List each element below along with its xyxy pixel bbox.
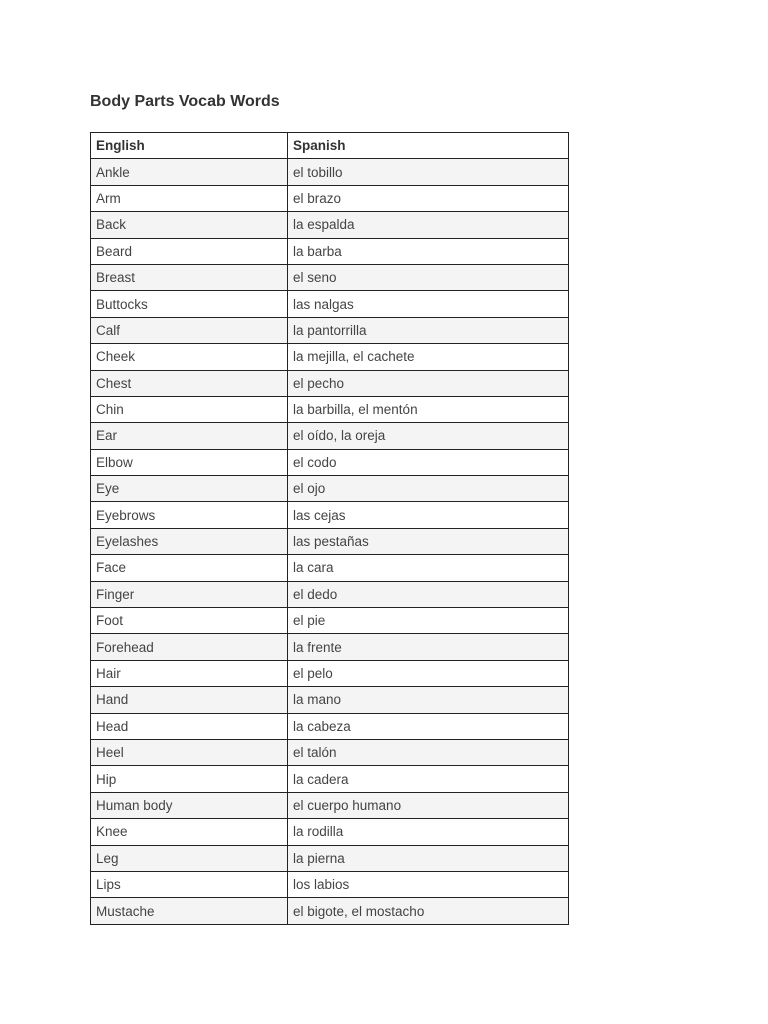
english-cell: Ear <box>91 423 288 449</box>
english-cell: Forehead <box>91 634 288 660</box>
spanish-cell: el bigote, el mostacho <box>288 898 569 924</box>
table-header-row <box>91 133 569 159</box>
spanish-cell: el cuerpo humano <box>288 792 569 818</box>
table-row <box>91 159 569 185</box>
table-row <box>91 687 569 713</box>
english-cell: Foot <box>91 608 288 634</box>
table-row <box>91 555 569 581</box>
spanish-cell: la pantorrilla <box>288 317 569 343</box>
english-cell: Hair <box>91 660 288 686</box>
table-row <box>91 396 569 422</box>
spanish-cell: el brazo <box>288 185 569 211</box>
english-cell: Ankle <box>91 159 288 185</box>
spanish-cell: las pestañas <box>288 528 569 554</box>
english-cell: Buttocks <box>91 291 288 317</box>
english-cell: Eyebrows <box>91 502 288 528</box>
spanish-cell: la espalda <box>288 212 569 238</box>
english-cell: Elbow <box>91 449 288 475</box>
table-row <box>91 476 569 502</box>
spanish-cell: el ojo <box>288 476 569 502</box>
english-cell: Hip <box>91 766 288 792</box>
column-header-english: English <box>91 133 288 159</box>
spanish-cell: el seno <box>288 264 569 290</box>
english-cell: Calf <box>91 317 288 343</box>
spanish-cell: el pelo <box>288 660 569 686</box>
spanish-cell: la barba <box>288 238 569 264</box>
table-row <box>91 792 569 818</box>
spanish-cell: la frente <box>288 634 569 660</box>
column-header-spanish: Spanish <box>288 133 569 159</box>
table-row <box>91 634 569 660</box>
table-row <box>91 660 569 686</box>
table-row <box>91 898 569 924</box>
page-title: Body Parts Vocab Words <box>90 93 280 110</box>
spanish-cell: la cadera <box>288 766 569 792</box>
spanish-cell: el tobillo <box>288 159 569 185</box>
spanish-cell: el codo <box>288 449 569 475</box>
table-row <box>91 502 569 528</box>
english-cell: Beard <box>91 238 288 264</box>
spanish-cell: la mejilla, el cachete <box>288 344 569 370</box>
english-cell: Heel <box>91 739 288 765</box>
spanish-cell: el dedo <box>288 581 569 607</box>
english-cell: Head <box>91 713 288 739</box>
table-row <box>91 871 569 897</box>
spanish-cell: la rodilla <box>288 819 569 845</box>
spanish-cell: las cejas <box>288 502 569 528</box>
english-cell: Human body <box>91 792 288 818</box>
spanish-cell: el talón <box>288 739 569 765</box>
english-cell: Arm <box>91 185 288 211</box>
english-cell: Cheek <box>91 344 288 370</box>
english-cell: Lips <box>91 871 288 897</box>
english-cell: Breast <box>91 264 288 290</box>
table-row <box>91 291 569 317</box>
spanish-cell: la mano <box>288 687 569 713</box>
english-cell: Chest <box>91 370 288 396</box>
table-row <box>91 739 569 765</box>
english-cell: Chin <box>91 396 288 422</box>
english-cell: Hand <box>91 687 288 713</box>
table-row <box>91 528 569 554</box>
table-row <box>91 344 569 370</box>
vocab-table <box>90 132 569 925</box>
table-row <box>91 264 569 290</box>
english-cell: Back <box>91 212 288 238</box>
table-row <box>91 449 569 475</box>
english-cell: Eye <box>91 476 288 502</box>
english-cell: Mustache <box>91 898 288 924</box>
table-row <box>91 423 569 449</box>
english-cell: Knee <box>91 819 288 845</box>
table-row <box>91 819 569 845</box>
table-row <box>91 581 569 607</box>
english-cell: Leg <box>91 845 288 871</box>
spanish-cell: la cara <box>288 555 569 581</box>
english-cell: Eyelashes <box>91 528 288 554</box>
spanish-cell: el pecho <box>288 370 569 396</box>
spanish-cell: el oído, la oreja <box>288 423 569 449</box>
table-row <box>91 185 569 211</box>
spanish-cell: el pie <box>288 608 569 634</box>
table-row <box>91 212 569 238</box>
spanish-cell: la barbilla, el mentón <box>288 396 569 422</box>
table-row <box>91 766 569 792</box>
english-cell: Face <box>91 555 288 581</box>
spanish-cell: la cabeza <box>288 713 569 739</box>
table-row <box>91 370 569 396</box>
english-cell: Finger <box>91 581 288 607</box>
table-row <box>91 845 569 871</box>
table-row <box>91 238 569 264</box>
spanish-cell: las nalgas <box>288 291 569 317</box>
spanish-cell: los labios <box>288 871 569 897</box>
table-body <box>91 159 569 924</box>
table-row <box>91 713 569 739</box>
spanish-cell: la pierna <box>288 845 569 871</box>
table-row <box>91 608 569 634</box>
table-row <box>91 317 569 343</box>
